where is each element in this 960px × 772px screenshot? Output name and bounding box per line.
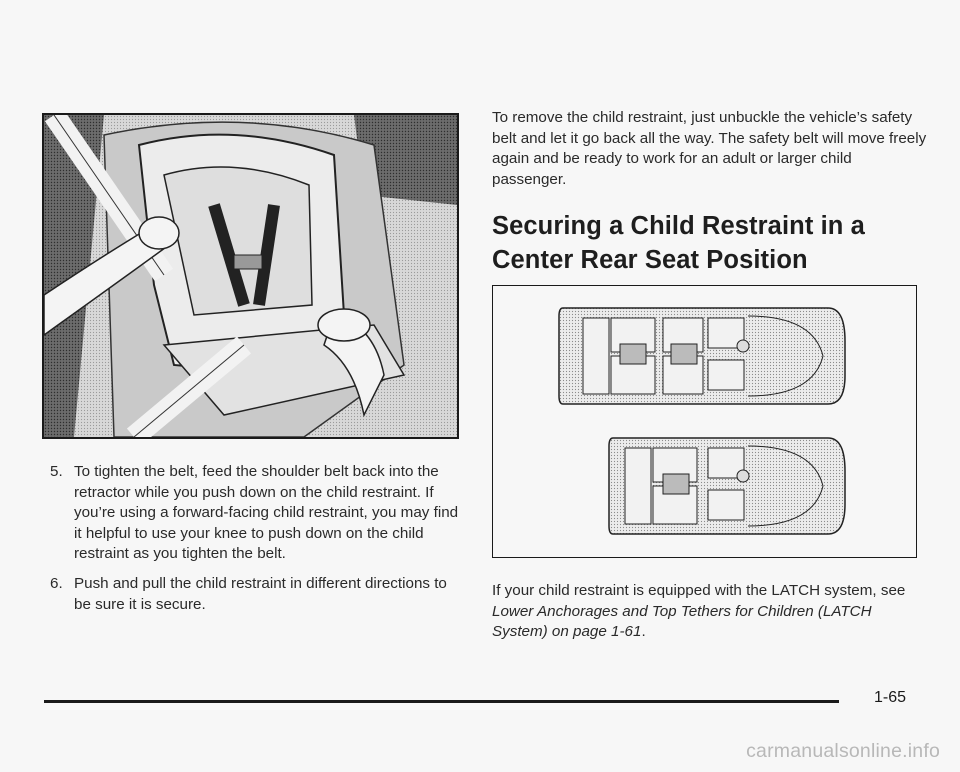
instruction-steps: [50, 462, 460, 624]
section-heading: Securing a Child Restraint in a Center Rear Seat Position: [492, 212, 865, 274]
van-diagram-top: [559, 308, 845, 404]
latch-suffix: .: [641, 623, 646, 641]
step-number: 6.: [50, 574, 63, 592]
latch-paragraph: [492, 581, 922, 643]
seat-position-diagram: [492, 285, 917, 558]
step-item: [50, 462, 460, 565]
child-seat-illustration: [42, 113, 459, 439]
van-diagram-bottom: [609, 438, 845, 534]
step-number: 5.: [50, 463, 63, 480]
step-item: [50, 574, 460, 615]
latch-reference-link[interactable]: Lower Anchorages and Top Tethers for Children (LATCH System) on page 1-61: [492, 602, 872, 641]
latch-text: If your child restraint is equipped with the LATCH system, see: [492, 582, 906, 599]
page-number: 1-65: [874, 689, 907, 706]
step-text: To tighten the belt, feed the shoulder belt back into the retractor while you push down on the child restraint. If you’re using a forward-facing child restraint, you may find it helpful to use your knee to push down on the child restraint as you tighten the belt.: [74, 463, 459, 563]
footer-rule: [44, 700, 839, 703]
step-text: Push and pull the child restraint in different directions to be sure it is secure.: [74, 574, 447, 613]
watermark: carmanualsonline.info: [746, 740, 940, 762]
remove-restraint-paragraph: To remove the child restraint, just unbuckle the vehicle’s safety belt and let it go back all the way. The safety belt will move freely again and be ready to work for an adult or larger child passenger.: [492, 109, 927, 188]
